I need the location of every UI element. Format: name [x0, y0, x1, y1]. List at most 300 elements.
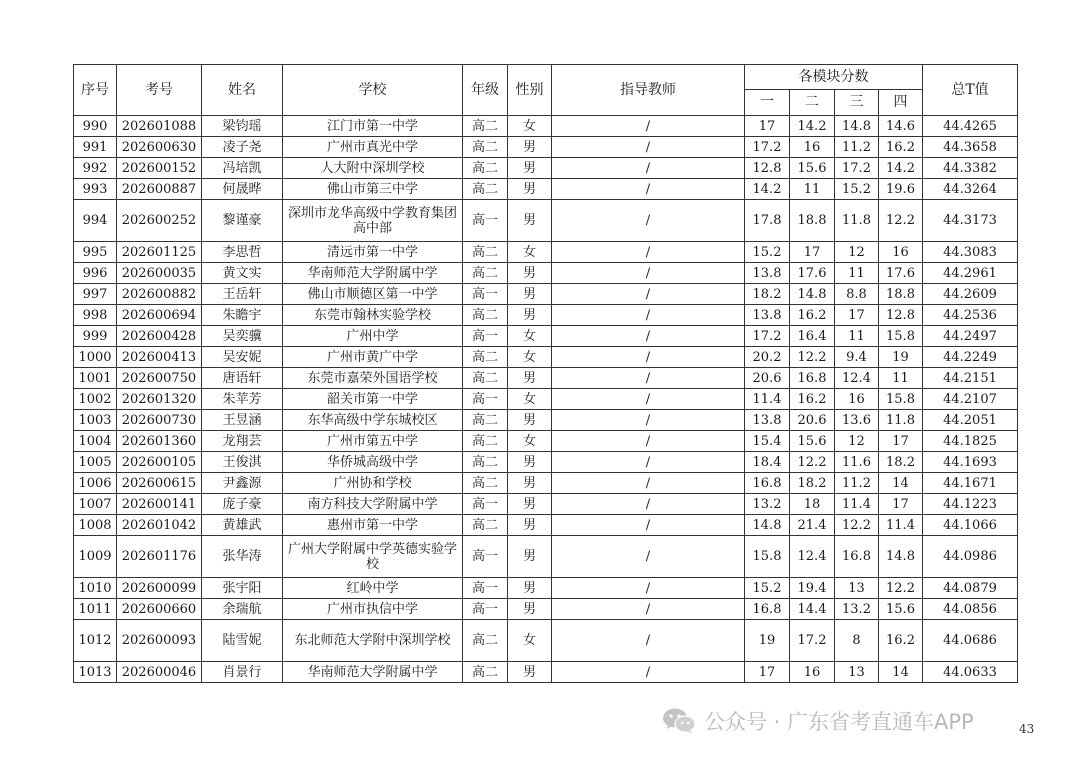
cell-module-1: 15.4	[745, 431, 790, 452]
cell-seq: 1009	[74, 536, 117, 578]
cell-module-4: 15.6	[879, 599, 923, 620]
cell-module-4: 16	[879, 242, 923, 263]
cell-module-2: 18	[790, 494, 835, 515]
cell-module-3: 12.2	[835, 515, 879, 536]
cell-teacher: /	[552, 389, 745, 410]
table-row	[74, 599, 1018, 620]
cell-gender: 男	[508, 536, 552, 578]
cell-exam-no: 202601320	[117, 389, 202, 410]
watermark-text: 公众号 · 广东省考直通车APP	[704, 710, 974, 734]
cell-total-t: 44.1223	[923, 494, 1018, 515]
cell-module-4: 11	[879, 368, 923, 389]
cell-teacher: /	[552, 536, 745, 578]
cell-grade: 高二	[463, 452, 508, 473]
cell-exam-no: 202600615	[117, 473, 202, 494]
cell-module-3: 8.8	[835, 284, 879, 305]
cell-exam-no: 202600046	[117, 662, 202, 683]
cell-teacher: /	[552, 263, 745, 284]
cell-seq: 990	[74, 116, 117, 137]
cell-exam-no: 202600882	[117, 284, 202, 305]
cell-module-3: 11.8	[835, 200, 879, 242]
cell-grade: 高一	[463, 578, 508, 599]
cell-total-t: 44.2536	[923, 305, 1018, 326]
cell-module-3: 12	[835, 242, 879, 263]
cell-name: 龙翔芸	[202, 431, 283, 452]
cell-module-2: 16.2	[790, 305, 835, 326]
cell-seq: 1000	[74, 347, 117, 368]
cell-grade: 高二	[463, 515, 508, 536]
table-row	[74, 263, 1018, 284]
cell-module-3: 17.2	[835, 158, 879, 179]
cell-teacher: /	[552, 431, 745, 452]
cell-exam-no: 202600035	[117, 263, 202, 284]
cell-module-1: 14.8	[745, 515, 790, 536]
watermark	[662, 704, 974, 738]
cell-grade: 高二	[463, 347, 508, 368]
cell-module-4: 11.8	[879, 410, 923, 431]
cell-module-1: 18.4	[745, 452, 790, 473]
cell-total-t: 44.0986	[923, 536, 1018, 578]
cell-module-4: 16.2	[879, 137, 923, 158]
cell-module-4: 18.2	[879, 452, 923, 473]
table-row	[74, 662, 1018, 683]
cell-grade: 高二	[463, 473, 508, 494]
cell-module-4: 11.4	[879, 515, 923, 536]
table-row	[74, 473, 1018, 494]
cell-gender: 男	[508, 179, 552, 200]
cell-name: 吴安妮	[202, 347, 283, 368]
cell-name: 黄雄武	[202, 515, 283, 536]
cell-module-3: 11.2	[835, 137, 879, 158]
cell-school: 佛山市第三中学	[283, 179, 463, 200]
cell-module-1: 16.8	[745, 599, 790, 620]
cell-school: 广州市真光中学	[283, 137, 463, 158]
cell-grade: 高二	[463, 410, 508, 431]
cell-module-3: 16	[835, 389, 879, 410]
cell-total-t: 44.3382	[923, 158, 1018, 179]
cell-module-1: 13.8	[745, 305, 790, 326]
cell-seq: 998	[74, 305, 117, 326]
cell-gender: 男	[508, 599, 552, 620]
cell-total-t: 44.2151	[923, 368, 1018, 389]
cell-gender: 男	[508, 662, 552, 683]
cell-name: 陆雪妮	[202, 620, 283, 662]
cell-school: 广州市执信中学	[283, 599, 463, 620]
cell-school: 惠州市第一中学	[283, 515, 463, 536]
header-teacher: 指导教师	[552, 65, 745, 116]
cell-teacher: /	[552, 599, 745, 620]
cell-module-4: 14	[879, 473, 923, 494]
header-module-4: 四	[879, 90, 923, 116]
cell-seq: 1013	[74, 662, 117, 683]
cell-module-3: 12.4	[835, 368, 879, 389]
cell-module-1: 12.8	[745, 158, 790, 179]
cell-total-t: 44.2249	[923, 347, 1018, 368]
cell-grade: 高二	[463, 137, 508, 158]
cell-exam-no: 202600141	[117, 494, 202, 515]
cell-module-3: 14.8	[835, 116, 879, 137]
cell-exam-no: 202600730	[117, 410, 202, 431]
cell-module-3: 11.2	[835, 473, 879, 494]
cell-grade: 高一	[463, 599, 508, 620]
header-seq: 序号	[74, 65, 117, 116]
cell-grade: 高一	[463, 494, 508, 515]
cell-module-1: 13.2	[745, 494, 790, 515]
table-row	[74, 242, 1018, 263]
cell-module-4: 12.8	[879, 305, 923, 326]
cell-gender: 女	[508, 116, 552, 137]
cell-school: 深圳市龙华高级中学教育集团高中部	[283, 200, 463, 242]
cell-module-3: 11.4	[835, 494, 879, 515]
cell-seq: 1004	[74, 431, 117, 452]
cell-gender: 男	[508, 515, 552, 536]
cell-gender: 女	[508, 620, 552, 662]
cell-seq: 1010	[74, 578, 117, 599]
cell-exam-no: 202601125	[117, 242, 202, 263]
cell-school: 人大附中深圳学校	[283, 158, 463, 179]
cell-total-t: 44.2051	[923, 410, 1018, 431]
cell-exam-no: 202600428	[117, 326, 202, 347]
cell-teacher: /	[552, 200, 745, 242]
cell-module-2: 16	[790, 137, 835, 158]
header-module-2: 二	[790, 90, 835, 116]
cell-grade: 高二	[463, 116, 508, 137]
cell-total-t: 44.1693	[923, 452, 1018, 473]
cell-module-2: 17.6	[790, 263, 835, 284]
header-gender: 性别	[508, 65, 552, 116]
cell-total-t: 44.2107	[923, 389, 1018, 410]
table-row	[74, 116, 1018, 137]
cell-school: 清远市第一中学	[283, 242, 463, 263]
cell-name: 梁钧瑶	[202, 116, 283, 137]
cell-teacher: /	[552, 158, 745, 179]
cell-gender: 男	[508, 368, 552, 389]
cell-grade: 高二	[463, 242, 508, 263]
cell-grade: 高二	[463, 179, 508, 200]
cell-module-1: 17	[745, 662, 790, 683]
cell-module-4: 14.8	[879, 536, 923, 578]
cell-module-1: 16.8	[745, 473, 790, 494]
cell-school: 华南师范大学附属中学	[283, 263, 463, 284]
cell-grade: 高一	[463, 326, 508, 347]
cell-module-3: 11	[835, 326, 879, 347]
cell-module-1: 19	[745, 620, 790, 662]
cell-module-2: 14.8	[790, 284, 835, 305]
cell-module-1: 17.8	[745, 200, 790, 242]
cell-total-t: 44.0686	[923, 620, 1018, 662]
cell-school: 韶关市第一中学	[283, 389, 463, 410]
cell-module-2: 16.2	[790, 389, 835, 410]
cell-exam-no: 202601042	[117, 515, 202, 536]
cell-module-4: 16.2	[879, 620, 923, 662]
cell-module-1: 18.2	[745, 284, 790, 305]
cell-name: 吴奕骥	[202, 326, 283, 347]
cell-module-2: 12.2	[790, 347, 835, 368]
cell-module-2: 18.8	[790, 200, 835, 242]
table-row	[74, 494, 1018, 515]
cell-name: 庞子豪	[202, 494, 283, 515]
cell-gender: 女	[508, 389, 552, 410]
cell-exam-no: 202600750	[117, 368, 202, 389]
cell-teacher: /	[552, 515, 745, 536]
cell-teacher: /	[552, 326, 745, 347]
cell-seq: 1012	[74, 620, 117, 662]
cell-name: 王俊淇	[202, 452, 283, 473]
cell-module-4: 12.2	[879, 578, 923, 599]
cell-gender: 男	[508, 284, 552, 305]
cell-name: 唐语轩	[202, 368, 283, 389]
cell-grade: 高一	[463, 284, 508, 305]
cell-module-3: 16.8	[835, 536, 879, 578]
cell-seq: 997	[74, 284, 117, 305]
cell-module-4: 15.8	[879, 389, 923, 410]
cell-grade: 高一	[463, 200, 508, 242]
cell-gender: 男	[508, 578, 552, 599]
cell-name: 李思哲	[202, 242, 283, 263]
cell-total-t: 44.0633	[923, 662, 1018, 683]
header-module-scores: 各模块分数	[745, 65, 923, 90]
table-row	[74, 326, 1018, 347]
cell-module-4: 14.6	[879, 116, 923, 137]
cell-gender: 女	[508, 347, 552, 368]
wechat-icon	[662, 707, 696, 735]
cell-teacher: /	[552, 452, 745, 473]
cell-module-3: 9.4	[835, 347, 879, 368]
table-row	[74, 620, 1018, 662]
cell-total-t: 44.3173	[923, 200, 1018, 242]
cell-name: 凌子尧	[202, 137, 283, 158]
cell-exam-no: 202600152	[117, 158, 202, 179]
cell-module-1: 14.2	[745, 179, 790, 200]
cell-module-4: 14.2	[879, 158, 923, 179]
cell-total-t: 44.0879	[923, 578, 1018, 599]
cell-module-2: 15.6	[790, 158, 835, 179]
cell-exam-no: 202600887	[117, 179, 202, 200]
table-row	[74, 452, 1018, 473]
cell-module-2: 19.4	[790, 578, 835, 599]
header-name: 姓名	[202, 65, 283, 116]
cell-module-3: 13	[835, 578, 879, 599]
cell-name: 肖景行	[202, 662, 283, 683]
table-row	[74, 578, 1018, 599]
cell-total-t: 44.3658	[923, 137, 1018, 158]
cell-gender: 男	[508, 473, 552, 494]
cell-school: 广州市黄广中学	[283, 347, 463, 368]
cell-exam-no: 202601088	[117, 116, 202, 137]
cell-module-3: 17	[835, 305, 879, 326]
table-row	[74, 179, 1018, 200]
page-number: 43	[1019, 722, 1035, 736]
cell-seq: 992	[74, 158, 117, 179]
cell-exam-no: 202601360	[117, 431, 202, 452]
cell-module-1: 15.2	[745, 578, 790, 599]
cell-seq: 1008	[74, 515, 117, 536]
cell-school: 东北师范大学附中深圳学校	[283, 620, 463, 662]
cell-module-4: 17	[879, 494, 923, 515]
table-row	[74, 515, 1018, 536]
cell-grade: 高二	[463, 368, 508, 389]
cell-module-1: 13.8	[745, 410, 790, 431]
cell-module-3: 13.2	[835, 599, 879, 620]
cell-grade: 高二	[463, 305, 508, 326]
cell-gender: 男	[508, 410, 552, 431]
header-module-3: 三	[835, 90, 879, 116]
cell-school: 广州协和学校	[283, 473, 463, 494]
cell-exam-no: 202600105	[117, 452, 202, 473]
cell-module-2: 16	[790, 662, 835, 683]
cell-seq: 993	[74, 179, 117, 200]
cell-module-3: 13.6	[835, 410, 879, 431]
cell-total-t: 44.2609	[923, 284, 1018, 305]
cell-module-2: 17	[790, 242, 835, 263]
header-school: 学校	[283, 65, 463, 116]
cell-school: 南方科技大学附属中学	[283, 494, 463, 515]
cell-exam-no: 202600660	[117, 599, 202, 620]
cell-module-1: 20.2	[745, 347, 790, 368]
cell-exam-no: 202600630	[117, 137, 202, 158]
cell-gender: 男	[508, 200, 552, 242]
cell-gender: 男	[508, 452, 552, 473]
cell-name: 何晟晔	[202, 179, 283, 200]
table-row	[74, 389, 1018, 410]
cell-total-t: 44.3083	[923, 242, 1018, 263]
cell-module-2: 16.4	[790, 326, 835, 347]
cell-module-4: 19	[879, 347, 923, 368]
cell-seq: 1003	[74, 410, 117, 431]
cell-total-t: 44.1671	[923, 473, 1018, 494]
cell-teacher: /	[552, 662, 745, 683]
cell-school: 广州大学附属中学英德实验学校	[283, 536, 463, 578]
cell-seq: 996	[74, 263, 117, 284]
table-row	[74, 410, 1018, 431]
cell-exam-no: 202600413	[117, 347, 202, 368]
cell-school: 佛山市顺德区第一中学	[283, 284, 463, 305]
cell-gender: 男	[508, 305, 552, 326]
cell-teacher: /	[552, 347, 745, 368]
header-module-1: 一	[745, 90, 790, 116]
cell-teacher: /	[552, 368, 745, 389]
cell-name: 张宇阳	[202, 578, 283, 599]
cell-module-2: 15.6	[790, 431, 835, 452]
cell-seq: 1007	[74, 494, 117, 515]
cell-module-3: 11	[835, 263, 879, 284]
cell-total-t: 44.0856	[923, 599, 1018, 620]
cell-module-2: 20.6	[790, 410, 835, 431]
cell-grade: 高二	[463, 662, 508, 683]
cell-module-1: 17.2	[745, 137, 790, 158]
cell-total-t: 44.4265	[923, 116, 1018, 137]
cell-module-4: 15.8	[879, 326, 923, 347]
cell-exam-no: 202600252	[117, 200, 202, 242]
table-row	[74, 305, 1018, 326]
cell-gender: 男	[508, 137, 552, 158]
cell-module-2: 12.4	[790, 536, 835, 578]
cell-seq: 1002	[74, 389, 117, 410]
cell-module-2: 14.4	[790, 599, 835, 620]
cell-exam-no: 202600093	[117, 620, 202, 662]
cell-seq: 995	[74, 242, 117, 263]
table-body	[74, 116, 1018, 683]
cell-name: 黄文实	[202, 263, 283, 284]
cell-grade: 高二	[463, 431, 508, 452]
cell-total-t: 44.1066	[923, 515, 1018, 536]
cell-teacher: /	[552, 494, 745, 515]
header-exam-no: 考号	[117, 65, 202, 116]
cell-gender: 女	[508, 326, 552, 347]
cell-module-4: 12.2	[879, 200, 923, 242]
cell-total-t: 44.1825	[923, 431, 1018, 452]
cell-module-1: 20.6	[745, 368, 790, 389]
cell-school: 东华高级中学东城校区	[283, 410, 463, 431]
cell-name: 张华涛	[202, 536, 283, 578]
cell-module-1: 15.2	[745, 242, 790, 263]
cell-gender: 女	[508, 431, 552, 452]
cell-name: 冯培凯	[202, 158, 283, 179]
cell-seq: 1005	[74, 452, 117, 473]
cell-school: 江门市第一中学	[283, 116, 463, 137]
cell-name: 王岳轩	[202, 284, 283, 305]
cell-school: 东莞市翰林实验学校	[283, 305, 463, 326]
cell-grade: 高二	[463, 263, 508, 284]
cell-module-1: 17	[745, 116, 790, 137]
cell-seq: 1001	[74, 368, 117, 389]
cell-module-2: 17.2	[790, 620, 835, 662]
cell-teacher: /	[552, 137, 745, 158]
cell-module-4: 18.8	[879, 284, 923, 305]
header-total-t: 总T值	[923, 65, 1018, 116]
cell-seq: 1011	[74, 599, 117, 620]
cell-module-2: 16.8	[790, 368, 835, 389]
cell-module-4: 14	[879, 662, 923, 683]
results-table-container	[73, 64, 1017, 683]
cell-exam-no: 202600099	[117, 578, 202, 599]
cell-grade: 高二	[463, 158, 508, 179]
cell-module-3: 8	[835, 620, 879, 662]
cell-module-1: 13.8	[745, 263, 790, 284]
cell-module-3: 15.2	[835, 179, 879, 200]
cell-module-1: 11.4	[745, 389, 790, 410]
cell-seq: 999	[74, 326, 117, 347]
cell-school: 广州市第五中学	[283, 431, 463, 452]
cell-exam-no: 202600694	[117, 305, 202, 326]
cell-module-2: 18.2	[790, 473, 835, 494]
cell-name: 王昱涵	[202, 410, 283, 431]
cell-module-2: 21.4	[790, 515, 835, 536]
cell-module-1: 17.2	[745, 326, 790, 347]
cell-module-2: 11	[790, 179, 835, 200]
table-row	[74, 431, 1018, 452]
cell-name: 余瑞航	[202, 599, 283, 620]
cell-module-2: 12.2	[790, 452, 835, 473]
cell-teacher: /	[552, 578, 745, 599]
cell-gender: 男	[508, 494, 552, 515]
cell-exam-no: 202601176	[117, 536, 202, 578]
table-row	[74, 284, 1018, 305]
cell-module-4: 17.6	[879, 263, 923, 284]
cell-seq: 991	[74, 137, 117, 158]
cell-module-2: 14.2	[790, 116, 835, 137]
cell-teacher: /	[552, 410, 745, 431]
cell-teacher: /	[552, 620, 745, 662]
cell-grade: 高二	[463, 620, 508, 662]
cell-seq: 994	[74, 200, 117, 242]
cell-seq: 1006	[74, 473, 117, 494]
cell-teacher: /	[552, 284, 745, 305]
cell-teacher: /	[552, 305, 745, 326]
cell-teacher: /	[552, 116, 745, 137]
cell-school: 红岭中学	[283, 578, 463, 599]
cell-teacher: /	[552, 473, 745, 494]
